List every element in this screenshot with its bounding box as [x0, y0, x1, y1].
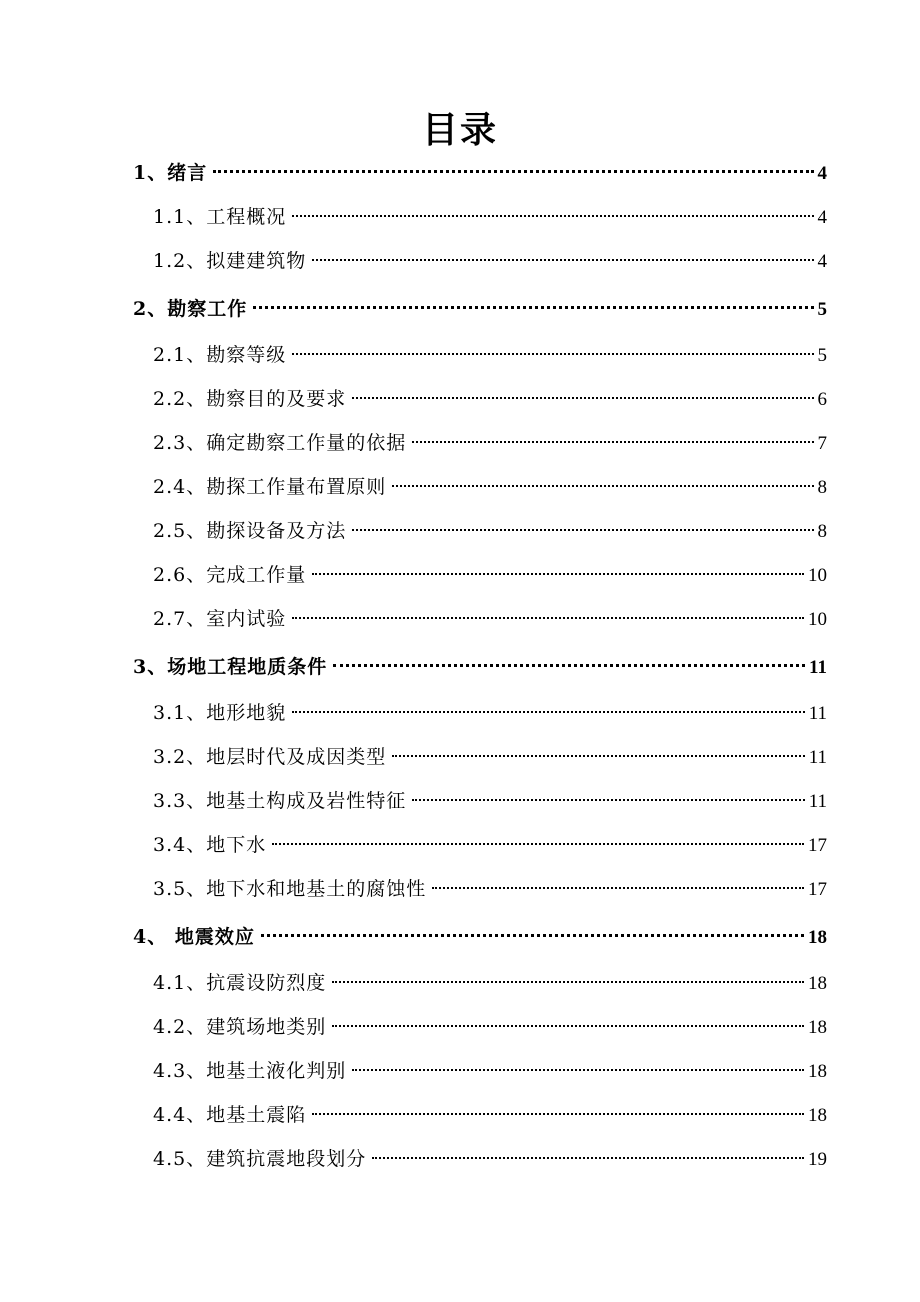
toc-entry-number: 2.5、: [153, 520, 207, 542]
toc-entry-number: 4.5、: [153, 1148, 207, 1170]
toc-entry-title: 地下水和地基土的腐蚀性: [206, 878, 427, 900]
toc-entry-title: 拟建建筑物: [206, 250, 307, 272]
toc-entry[interactable]: [153, 428, 827, 458]
toc-entry-page: 10: [808, 565, 827, 586]
toc-entry-number: 2.4、: [153, 476, 207, 498]
toc-entry[interactable]: [153, 786, 827, 816]
toc-entry-number: 1.2、: [153, 250, 207, 272]
toc-dot-leader: [312, 573, 804, 575]
toc-entry[interactable]: [133, 158, 827, 188]
toc-dot-leader: [272, 843, 804, 845]
toc-entry[interactable]: [153, 560, 827, 590]
toc-entry-title: 地下水: [206, 834, 267, 856]
toc-dot-leader: [292, 711, 804, 713]
toc-entry-number: 1、: [133, 162, 168, 184]
toc-entry-number: 4.3、: [153, 1060, 207, 1082]
toc-entry-title: 完成工作量: [206, 564, 307, 586]
toc-entry-page: 5: [817, 299, 827, 320]
toc-entry-number: 2.6、: [153, 564, 207, 586]
toc-entry[interactable]: [153, 742, 827, 772]
toc-entry[interactable]: [153, 874, 827, 904]
toc-entry[interactable]: [153, 1056, 827, 1086]
toc-entry[interactable]: [153, 830, 827, 860]
toc-entry-title: 勘察目的及要求: [206, 388, 347, 410]
toc-dot-leader: [312, 259, 813, 261]
toc-entry-page: 17: [808, 879, 827, 900]
toc-dot-leader: [412, 441, 813, 443]
toc-entry-page: 4: [817, 251, 827, 272]
toc-entry[interactable]: [153, 384, 827, 414]
toc-entry-number: 3.3、: [153, 790, 207, 812]
toc-entry-title: 室内试验: [206, 608, 287, 630]
toc-dot-leader: [292, 617, 804, 619]
toc-entry-page: 7: [817, 433, 827, 454]
toc-entry-number: 2.7、: [153, 608, 207, 630]
toc-entry-number: 4.1、: [153, 972, 207, 994]
toc-entry-title: 确定勘察工作量的依据: [206, 432, 407, 454]
toc-entry[interactable]: [153, 1012, 827, 1042]
toc-entry-number: 4、: [133, 926, 175, 948]
toc-entry-number: 2.3、: [153, 432, 207, 454]
toc-entry-page: 6: [817, 389, 827, 410]
toc-entry[interactable]: [133, 922, 827, 952]
toc-entry-page: 17: [808, 835, 827, 856]
toc-dot-leader: [432, 887, 804, 889]
toc-entry-title: 地基土构成及岩性特征: [206, 790, 407, 812]
toc-entry[interactable]: [153, 1144, 827, 1174]
toc-entry-number: 2.2、: [153, 388, 207, 410]
toc-entry-title: 抗震设防烈度: [206, 972, 327, 994]
toc-entry-page: 18: [808, 1017, 827, 1038]
toc-dot-leader: [253, 306, 813, 309]
toc-entry-number: 3.1、: [153, 702, 207, 724]
toc-entry-title: 勘探工作量布置原则: [206, 476, 387, 498]
toc-dot-leader: [292, 353, 813, 355]
toc-dot-leader: [333, 664, 805, 667]
toc-dot-leader: [352, 529, 813, 531]
toc-entry-page: 4: [817, 207, 827, 228]
toc-dot-leader: [261, 934, 804, 937]
toc-entry-number: 3.5、: [153, 878, 207, 900]
toc-entry-page: 4: [817, 163, 827, 184]
toc-entry-page: 11: [808, 791, 827, 812]
toc-dot-leader: [412, 799, 804, 801]
toc-entry-page: 10: [808, 609, 827, 630]
toc-dot-leader: [352, 1069, 804, 1071]
toc-entry-number: 2.1、: [153, 344, 207, 366]
toc-entry-title: 绪言: [167, 162, 208, 184]
toc-dot-leader: [352, 397, 813, 399]
toc-entry-title: 地层时代及成因类型: [206, 746, 387, 768]
toc-entry-number: 3.4、: [153, 834, 207, 856]
toc-entry-title: 建筑场地类别: [206, 1016, 327, 1038]
toc-entry[interactable]: [133, 652, 827, 682]
toc-dot-leader: [292, 215, 813, 217]
toc-entry-title: 勘察等级: [206, 344, 287, 366]
toc-entry-title: 场地工程地质条件: [167, 656, 328, 678]
toc-entry-page: 19: [808, 1149, 827, 1170]
toc-dot-leader: [332, 1025, 804, 1027]
toc-entry[interactable]: [153, 202, 827, 232]
page-title: 目录: [421, 110, 498, 151]
toc-entry-number: 2、: [133, 298, 168, 320]
toc-dot-leader: [392, 485, 813, 487]
toc-entry[interactable]: [153, 604, 827, 634]
toc-entry-page: 18: [808, 973, 827, 994]
toc-entry-number: 4.2、: [153, 1016, 207, 1038]
toc-entry-page: 11: [808, 703, 827, 724]
toc-entry-page: 5: [817, 345, 827, 366]
toc-entry[interactable]: [153, 1100, 827, 1130]
toc-entry[interactable]: [153, 968, 827, 998]
toc-entry-page: 18: [808, 1105, 827, 1126]
toc-entry-title: 地基土液化判别: [206, 1060, 347, 1082]
toc-entry-title: 地形地貌: [206, 702, 287, 724]
toc-entry[interactable]: [153, 698, 827, 728]
toc-dot-leader: [372, 1157, 804, 1159]
toc-entry-number: 3、: [133, 656, 168, 678]
toc-dot-leader: [213, 170, 813, 173]
toc-entry-page: 11: [809, 657, 827, 678]
toc-entry-title: 勘探设备及方法: [206, 520, 347, 542]
toc-entry-number: 1.1、: [153, 206, 207, 228]
toc-dot-leader: [392, 755, 804, 757]
toc-entry-page: 8: [817, 477, 827, 498]
toc-entry[interactable]: [153, 472, 827, 502]
toc-entry-title: 建筑抗震地段划分: [206, 1148, 367, 1170]
toc-dot-leader: [312, 1113, 804, 1115]
toc-entry-page: 18: [808, 1061, 827, 1082]
toc-entry-number: 4.4、: [153, 1104, 207, 1126]
toc-entry-number: 3.2、: [153, 746, 207, 768]
toc-entry-page: 18: [808, 927, 827, 948]
toc-entry-title: 工程概况: [206, 206, 287, 228]
toc-entry-page: 8: [817, 521, 827, 542]
toc-entry[interactable]: [153, 516, 827, 546]
toc-entry[interactable]: [153, 340, 827, 370]
toc-entry-title: 勘察工作: [167, 298, 248, 320]
toc-dot-leader: [332, 981, 804, 983]
toc-entry[interactable]: [133, 294, 827, 324]
toc-entry[interactable]: [153, 246, 827, 276]
toc-entry-title: 地震效应: [174, 926, 255, 948]
toc-entry-title: 地基土震陷: [206, 1104, 307, 1126]
toc-entry-page: 11: [808, 747, 827, 768]
